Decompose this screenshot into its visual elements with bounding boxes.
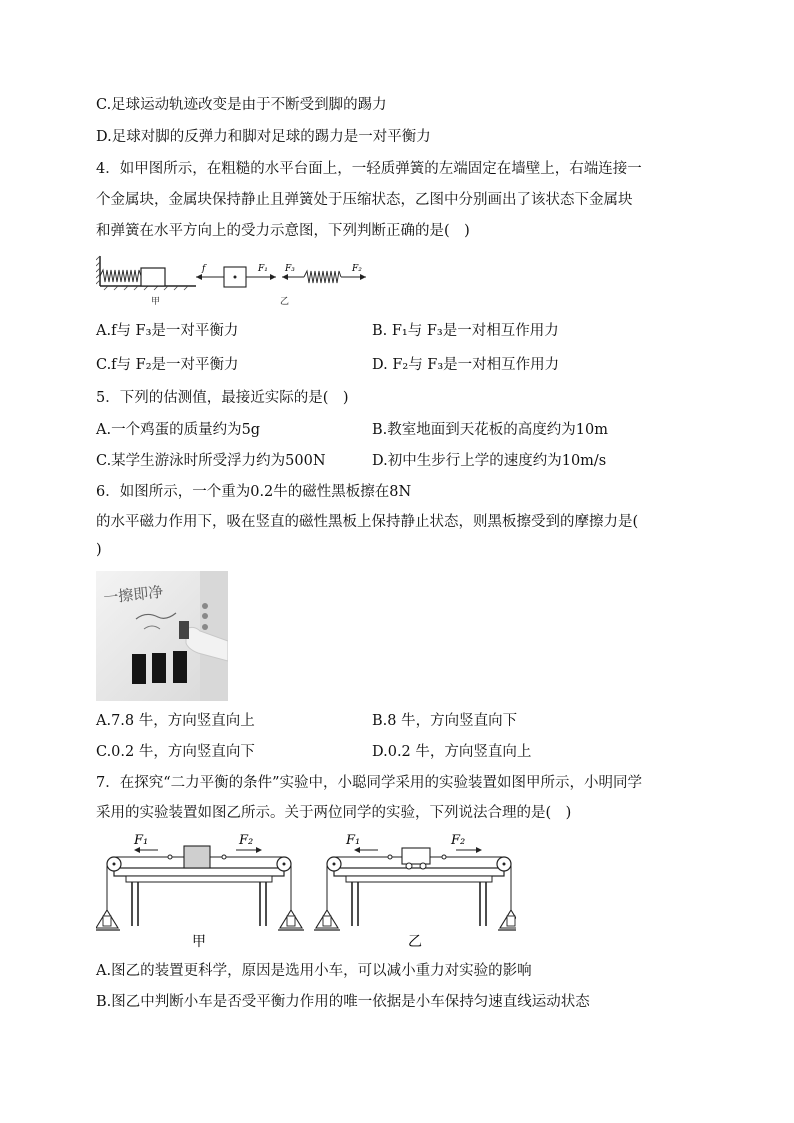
q4-fig-label-jia: 甲	[151, 297, 161, 307]
q7-yi-F2: F₂	[451, 833, 466, 848]
q4-stem-line3: 和弹簧在水平方向上的受力示意图，下列判断正确的是( )	[96, 223, 470, 239]
cart	[402, 848, 430, 864]
q4-force-F2: F₂	[352, 264, 362, 274]
q4-fig-label-yi: 乙	[280, 297, 290, 307]
eraser-1	[132, 654, 146, 684]
q7-stem-line2: 采用的实验装置如图乙所示。关于两位同学的实验，下列说法合理的是( )	[96, 805, 572, 821]
q7-label-jia: 甲	[192, 934, 206, 950]
q4-spring-figure	[96, 252, 376, 310]
q6-option-b: B.8 牛，方向竖直向下	[372, 713, 518, 729]
q6-stem-line2: 的水平磁力作用下，吸在竖直的磁性黑板上保持静止状态，则黑板擦受到的摩擦力是(	[96, 514, 639, 530]
q7-apparatus-figure	[96, 828, 516, 953]
q5-option-b: B.教室地面到天花板的高度约为10m	[372, 422, 608, 438]
q7-label-yi: 乙	[408, 934, 422, 950]
q7-stem-line1: 7．在探究“二力平衡的条件”实验中，小聪同学采用的实验装置如图甲所示，小明同学	[96, 775, 643, 791]
q6-photo-handwriting: 一擦即净	[102, 582, 165, 607]
q5-option-d: D.初中生步行上学的速度约为10m/s	[372, 453, 607, 469]
metal-block	[141, 268, 165, 286]
q7-jia-F1: F₁	[134, 833, 149, 848]
apparatus-jia	[96, 833, 304, 950]
q4-stem-line1: 4．如甲图所示，在粗糙的水平台面上，一轻质弹簧的左端固定在墙壁上，右端连接一	[96, 161, 642, 177]
q5-option-a: A.一个鸡蛋的质量约为5g	[96, 422, 261, 438]
apparatus-yi	[314, 833, 516, 950]
q7-yi-F1: F₁	[346, 833, 361, 848]
eraser-2	[152, 653, 166, 683]
q6-option-d: D.0.2 牛，方向竖直向上	[372, 744, 532, 760]
q4-stem-line2: 个金属块，金属块保持静止且弹簧处于压缩状态，乙图中分别画出了该状态下金属块	[96, 192, 633, 208]
q4-force-F3: F₃	[285, 264, 295, 274]
q7-jia-F2: F₂	[239, 833, 254, 848]
q4-force-f: f	[202, 264, 206, 274]
q6-blackboard-photo	[96, 571, 228, 701]
q3-option-d: D.足球对脚的反弹力和脚对足球的踢力是一对平衡力	[96, 129, 431, 145]
q4-force-F1: F₁	[258, 264, 268, 274]
q5-option-c: C.某学生游泳时所受浮力约为500N	[96, 453, 326, 469]
q6-stem-line3: )	[96, 542, 102, 558]
eraser-3	[173, 651, 187, 683]
q4-option-b: B. F₁与 F₃是一对相互作用力	[372, 323, 559, 339]
q5-stem: 5．下列的估测值，最接近实际的是( )	[96, 390, 349, 406]
q6-option-c: C.0.2 牛，方向竖直向下	[96, 744, 255, 760]
spring-icon	[100, 270, 141, 282]
q7-option-b: B.图乙中判断小车是否受平衡力作用的唯一依据是小车保持匀速直线运动状态	[96, 994, 590, 1010]
q7-option-a: A.图乙的装置更科学，原因是选用小车，可以减小重力对实验的影响	[96, 963, 532, 979]
q3-option-c: C.足球运动轨迹改变是由于不断受到脚的踢力	[96, 97, 387, 113]
q6-option-a: A.7.8 牛，方向竖直向上	[96, 713, 255, 729]
q4-option-d: D. F₂与 F₃是一对相互作用力	[372, 357, 560, 373]
q6-stem-line1: 6．如图所示，一个重为0.2牛的磁性黑板擦在8N	[96, 484, 412, 500]
q4-option-c: C.f与 F₂是一对平衡力	[96, 357, 239, 373]
q4-option-a: A.f与 F₃是一对平衡力	[96, 323, 239, 339]
